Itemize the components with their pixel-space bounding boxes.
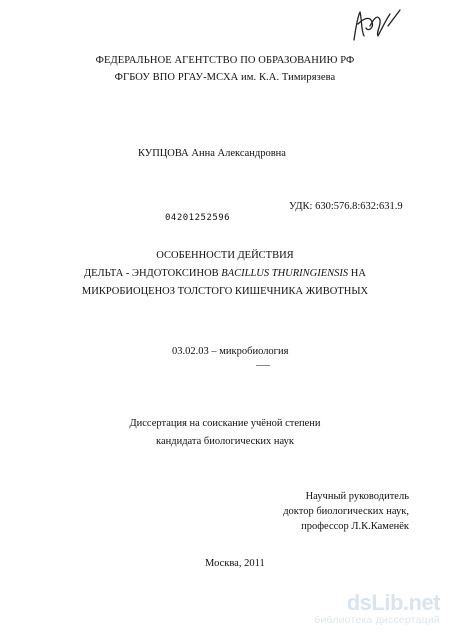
watermark-subtitle: библиотека диссертаций [314,614,440,626]
handwritten-signature [348,6,404,46]
title-line-3: МИКРОБИОЦЕНОЗ ТОЛСТОГО КИШЕЧНИКА ЖИВОТНЫХ [81,286,369,297]
supervisor-title: Научный руководитель [305,491,409,502]
supervisor-degree: доктор биологических наук, [283,506,409,517]
author-name: КУПЦОВА Анна Александровна [138,148,286,159]
specialty-code: 03.02.03 – микробиология [172,346,289,357]
watermark-logo: dsLib.net [346,590,440,615]
supervisor-block [250,489,409,534]
place-and-year: Москва, 2011 [205,558,265,569]
title-line-2 [0,268,450,279]
title-line-2-latin: BACILLUS THURINGIENSIS [221,268,349,279]
supervisor-name: профессор Л.К.Каменёк [301,521,409,532]
title-line-2-prefix: ДЕЛЬТА - ЭНДОТОКСИНОВ [84,268,222,279]
degree-line-2: кандидата биологических наук [156,436,294,447]
university-name: ФГБОУ ВПО РГАУ-МСХА им. К.А. Тимирязева [114,72,336,83]
dslib-watermark [314,592,440,626]
degree-line-1: Диссертация на соискание учёной степени [129,418,321,429]
title-line-2-suffix: НА [348,268,366,279]
title-line-1: ОСОБЕННОСТИ ДЕЙСТВИЯ [156,250,294,261]
udc-code: УДК: 630:576.8:632:631.9 [289,201,403,212]
inventory-number: 04201252596 [165,213,231,223]
divider-mark [256,365,270,366]
agency-name: ФЕДЕРАЛЬНОЕ АГЕНТСТВО ПО ОБРАЗОВАНИЮ РФ [95,55,355,66]
